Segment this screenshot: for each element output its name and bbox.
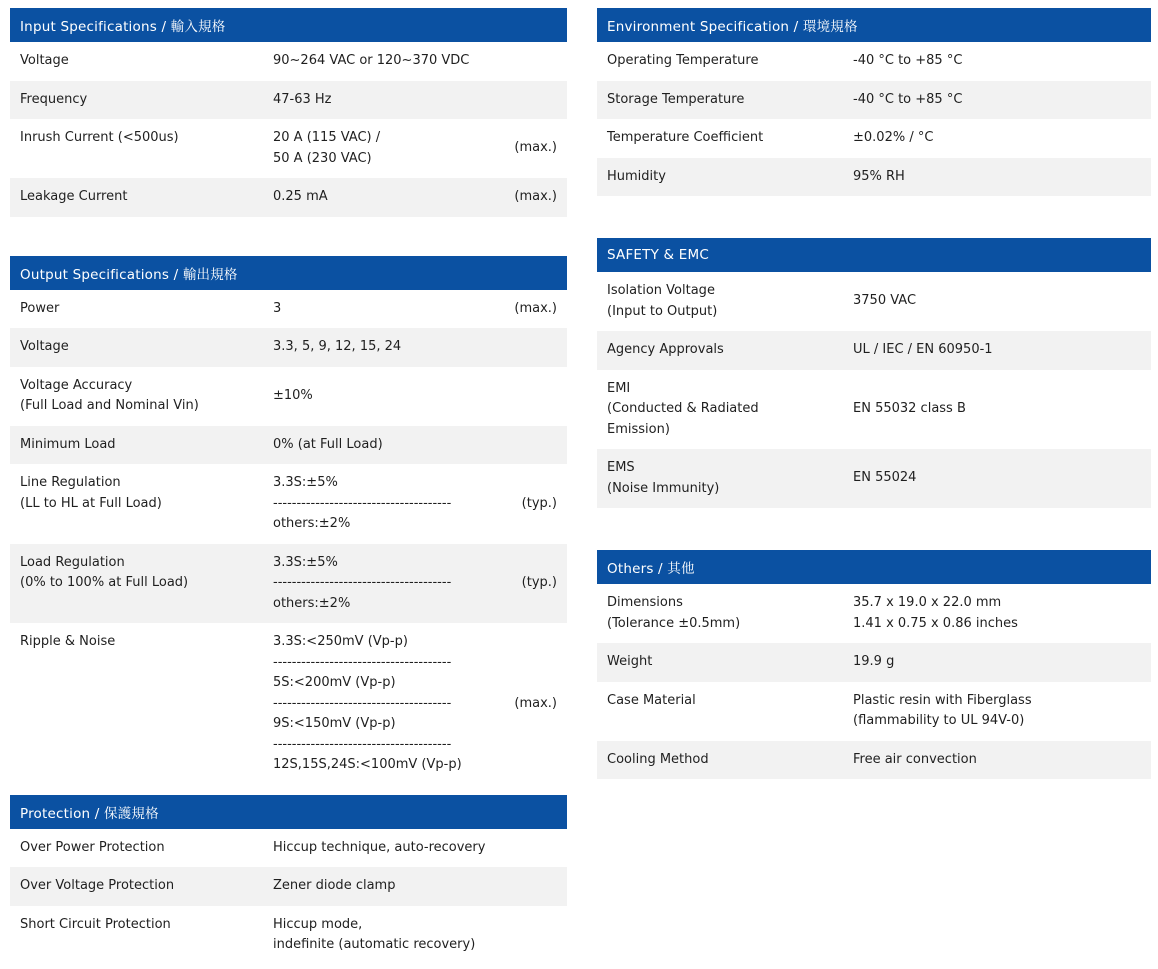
row-label — [20, 90, 273, 111]
value-line: others:±2% — [273, 516, 351, 531]
label-line: Operating Temperature — [607, 53, 759, 68]
section-rows — [597, 584, 1151, 779]
label-line: Weight — [607, 654, 653, 669]
label-line: Temperature Coefficient — [607, 130, 764, 145]
spec-row — [597, 331, 1151, 370]
section-header-environment-specification: Environment Specification / 環境規格 — [597, 8, 1151, 42]
spec-row — [10, 178, 567, 217]
row-label — [607, 281, 853, 322]
row-label — [20, 915, 273, 936]
row-label — [20, 632, 273, 653]
section-rows — [597, 42, 1151, 196]
value-line: EN 55032 class B — [853, 401, 966, 416]
label-line: Voltage Accuracy — [20, 377, 133, 393]
value-divider-line: -------------------------------------- — [273, 736, 452, 752]
row-value — [853, 90, 1141, 111]
row-label — [20, 299, 273, 320]
row-value — [853, 340, 1141, 361]
value-line: indefinite (automatic recovery) — [273, 937, 476, 952]
row-value — [273, 90, 557, 111]
value-divider-line: -------------------------------------- — [273, 575, 452, 590]
label-line: (0% to 100% at Full Load) — [20, 575, 189, 590]
row-label — [20, 838, 273, 859]
spec-row — [10, 290, 567, 329]
spec-row — [597, 158, 1151, 197]
row-label — [20, 435, 273, 456]
label-line: Humidity — [607, 168, 666, 184]
section-header-output-specifications: Output Specifications / 輸出規格 — [10, 256, 567, 290]
value-line: Hiccup mode, — [273, 916, 363, 932]
section-header-input-specifications: Input Specifications / 輸入規格 — [10, 8, 567, 42]
row-value — [273, 915, 557, 956]
section-protection — [10, 795, 567, 965]
value-line: 47-63 Hz — [273, 91, 332, 107]
row-label — [20, 128, 273, 149]
spec-row — [597, 370, 1151, 450]
row-value — [853, 691, 1141, 732]
row-value — [273, 553, 510, 615]
label-line: Over Voltage Protection — [20, 878, 175, 893]
value-line: Plastic resin with Fiberglass — [853, 692, 1032, 708]
row-value — [273, 128, 502, 169]
row-label — [607, 128, 853, 149]
value-line: -40 °C to +85 °C — [853, 91, 963, 107]
value-line: 3.3S:<250mV (Vp-p) — [273, 634, 408, 649]
label-line: Line Regulation — [20, 475, 121, 490]
value-line: ±10% — [273, 387, 313, 403]
label-line: Case Material — [607, 692, 696, 708]
row-label — [20, 187, 273, 208]
spec-row — [597, 741, 1151, 780]
row-label — [20, 473, 273, 514]
label-line: (Conducted & Radiated — [607, 401, 759, 416]
row-label — [607, 750, 853, 771]
section-rows — [10, 829, 567, 965]
value-divider-line: -------------------------------------- — [273, 695, 452, 711]
label-line: Load Regulation — [20, 554, 125, 570]
value-line: others:±2% — [273, 595, 351, 611]
row-label — [20, 376, 273, 417]
row-label — [607, 51, 853, 72]
row-value — [853, 750, 1141, 771]
row-label — [607, 691, 853, 712]
spec-row — [597, 682, 1151, 741]
value-line: 35.7 x 19.0 x 22.0 mm — [853, 595, 1002, 610]
spec-row — [10, 328, 567, 367]
row-label — [607, 652, 853, 673]
label-line: Short Circuit Protection — [20, 916, 171, 932]
row-value — [853, 652, 1141, 673]
label-line: Storage Temperature — [607, 91, 745, 107]
row-value — [273, 386, 557, 407]
label-line: Isolation Voltage — [607, 283, 715, 298]
row-value — [273, 299, 502, 320]
row-value — [853, 128, 1141, 149]
label-line: Power — [20, 300, 60, 316]
spec-row — [10, 367, 567, 426]
row-label — [607, 593, 853, 634]
label-line: Ripple & Noise — [20, 634, 116, 649]
value-line: ±0.02% / °C — [853, 130, 934, 145]
row-value — [273, 876, 557, 897]
spec-row — [10, 464, 567, 544]
value-line: 20 A (115 VAC) / — [273, 130, 381, 145]
value-line: 3 — [273, 300, 282, 316]
value-line: EN 55024 — [853, 470, 917, 486]
value-line: 3.3S:±5% — [273, 554, 338, 570]
section-rows — [10, 42, 567, 217]
spec-row — [10, 119, 567, 178]
section-header-safety-emc: SAFETY & EMC — [597, 238, 1151, 272]
row-label — [607, 167, 853, 188]
value-line: Free air convection — [853, 751, 977, 767]
value-line: 90~264 VAC or 120~370 VDC — [273, 53, 470, 68]
section-rows — [10, 290, 567, 785]
spec-row — [10, 829, 567, 868]
value-line: 3.3, 5, 9, 12, 15, 24 — [273, 339, 402, 354]
section-input-specifications — [10, 8, 567, 217]
label-line: (Noise Immunity) — [607, 480, 720, 496]
label-line: (LL to HL at Full Load) — [20, 495, 162, 511]
spec-column-left — [10, 8, 567, 969]
spec-row — [10, 42, 567, 81]
row-label — [607, 458, 853, 499]
value-line: 3750 VAC — [853, 293, 917, 309]
label-line: Over Power Protection — [20, 839, 165, 855]
label-line: EMS — [607, 460, 635, 475]
spec-row — [10, 867, 567, 906]
row-label — [20, 337, 273, 358]
spec-row — [10, 623, 567, 785]
value-line: 0.25 mA — [273, 189, 328, 204]
label-line: Leakage Current — [20, 189, 128, 204]
row-label — [20, 553, 273, 594]
label-line: (Input to Output) — [607, 303, 718, 319]
row-label — [607, 340, 853, 361]
value-line: UL / IEC / EN 60950-1 — [853, 342, 993, 357]
section-rows — [597, 272, 1151, 508]
row-value — [273, 435, 557, 456]
section-header-others: Others / 其他 — [597, 550, 1151, 584]
spec-row — [10, 426, 567, 465]
row-label — [607, 379, 853, 441]
value-line: 50 A (230 VAC) — [273, 150, 372, 166]
row-note: (max.) — [514, 140, 557, 156]
value-line: 5S:<200mV (Vp-p) — [273, 675, 396, 690]
spec-column-right — [597, 8, 1151, 969]
spec-row — [597, 272, 1151, 331]
value-line: 19.9 g — [853, 654, 895, 669]
spec-row — [597, 81, 1151, 120]
label-line: Frequency — [20, 91, 88, 107]
row-value — [853, 51, 1141, 72]
section-safety-emc — [597, 238, 1151, 508]
value-line: 9S:<150mV (Vp-p) — [273, 716, 396, 731]
row-value — [273, 51, 557, 72]
label-line: Minimum Load — [20, 436, 116, 452]
row-value — [853, 468, 1141, 489]
value-line: 12S,15S,24S:<100mV (Vp-p) — [273, 757, 462, 772]
value-line: Hiccup technique, auto-recovery — [273, 839, 486, 855]
row-value — [853, 593, 1141, 634]
value-line: 0% (at Full Load) — [273, 436, 383, 452]
row-value — [273, 187, 502, 208]
value-line: (flammability to UL 94V-0) — [853, 713, 1025, 728]
row-note: (typ.) — [521, 495, 557, 511]
spec-row — [597, 42, 1151, 81]
row-value — [273, 337, 557, 358]
label-line: (Full Load and Nominal Vin) — [20, 398, 199, 413]
spec-row — [597, 584, 1151, 643]
label-line: Voltage — [20, 339, 69, 354]
row-value — [273, 632, 502, 776]
label-line: Cooling Method — [607, 751, 709, 767]
row-label — [607, 90, 853, 111]
spec-row — [10, 81, 567, 120]
row-label — [20, 876, 273, 897]
row-value — [853, 399, 1141, 420]
label-line: EMI — [607, 380, 631, 396]
row-value — [853, 167, 1141, 188]
section-environment-specification — [597, 8, 1151, 196]
label-line: Agency Approvals — [607, 342, 724, 357]
value-line: -40 °C to +85 °C — [853, 53, 963, 68]
section-header-protection: Protection / 保護規格 — [10, 795, 567, 829]
spec-row — [597, 643, 1151, 682]
row-label — [20, 51, 273, 72]
spec-row — [10, 544, 567, 624]
label-line: Emission) — [607, 421, 670, 437]
spec-row — [10, 906, 567, 965]
value-line: Zener diode clamp — [273, 878, 396, 893]
value-divider-line: -------------------------------------- — [273, 495, 452, 511]
value-divider-line: -------------------------------------- — [273, 654, 452, 670]
spec-row — [597, 449, 1151, 508]
spec-row — [597, 119, 1151, 158]
section-output-specifications — [10, 256, 567, 785]
value-line: 95% RH — [853, 168, 905, 184]
row-value — [273, 473, 510, 535]
row-note: (max.) — [514, 189, 557, 204]
section-others — [597, 550, 1151, 779]
label-line: (Tolerance ±0.5mm) — [607, 615, 741, 631]
row-note: (max.) — [514, 695, 557, 711]
row-note: (typ.) — [521, 575, 557, 590]
label-line: Voltage — [20, 53, 69, 68]
value-line: 3.3S:±5% — [273, 475, 338, 490]
value-line: 1.41 x 0.75 x 0.86 inches — [853, 615, 1018, 631]
row-note: (max.) — [514, 300, 557, 316]
row-value — [273, 838, 557, 859]
label-line: Dimensions — [607, 595, 683, 610]
label-line: Inrush Current (<500us) — [20, 130, 179, 145]
row-value — [853, 291, 1141, 312]
